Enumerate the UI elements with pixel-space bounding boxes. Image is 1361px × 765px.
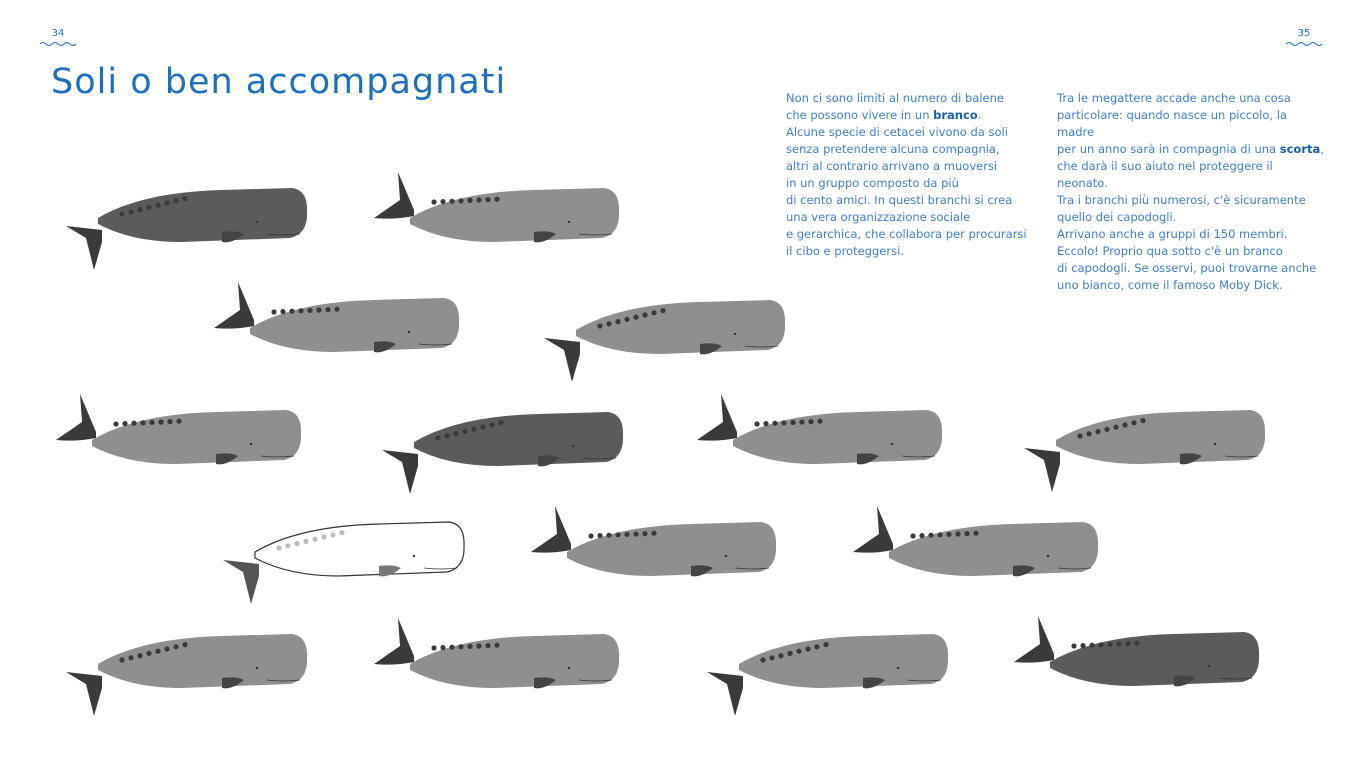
white-whale-illustration bbox=[219, 506, 469, 606]
whale-illustration bbox=[378, 396, 628, 496]
whale-illustration bbox=[703, 618, 953, 718]
paragraph-part: . Alcune specie di cetacei vivono da soli senza pretendere alcuna compagnia, altri al contrario arrivano a muoversi in un gruppo composto da più di cento amici. In questi branchi si crea una vera organizzazione sociale e gerarchica, che collabora per procurarsi il cibo e proteggersi. bbox=[786, 108, 1027, 258]
paragraph-part: , che darà il suo aiuto nel proteggere il neonato. Tra i branchi più numerosi, c'è sicuramente quello dei capodogli. Arrivano anche a gruppi di 150 membri. Eccolo! Proprio qua sotto c'è un branco di capodogli. Se osservi, puoi trovarne anche uno bianco, come il famoso Moby Dick. bbox=[1057, 142, 1324, 292]
wave-icon bbox=[40, 41, 76, 47]
whale-illustration bbox=[62, 618, 312, 718]
whale-illustration bbox=[56, 394, 306, 494]
whale-illustration bbox=[1020, 394, 1270, 494]
text-column-left bbox=[786, 73, 1036, 260]
page-number-right-text: 35 bbox=[1297, 28, 1311, 39]
page-number-right bbox=[1286, 28, 1322, 47]
whale-illustration bbox=[540, 284, 790, 384]
page-number-left-text: 34 bbox=[51, 28, 65, 39]
whale-illustration bbox=[853, 506, 1103, 606]
whale-illustration bbox=[531, 506, 781, 606]
whale-illustration bbox=[1014, 616, 1264, 716]
wave-icon bbox=[1286, 41, 1322, 47]
text-column-right bbox=[1057, 73, 1327, 294]
paragraph-part: Tra le megattere accade anche una cosa particolare: quando nasce un piccolo, la madre per un anno sarà in compagnia di una bbox=[1057, 91, 1291, 156]
whale-illustration bbox=[374, 618, 624, 718]
keyword-scorta: scorta bbox=[1279, 142, 1321, 156]
whale-illustration bbox=[62, 172, 312, 272]
page-title: Soli o ben accompagnati bbox=[51, 62, 507, 102]
whale-illustration bbox=[697, 394, 947, 494]
paragraph-part: Non ci sono limiti al numero di balene che possono vivere in un bbox=[786, 91, 1004, 122]
keyword-branco: branco bbox=[933, 108, 978, 122]
whale-illustration bbox=[374, 172, 624, 272]
whale-illustration bbox=[214, 282, 464, 382]
page-number-left bbox=[40, 28, 76, 47]
